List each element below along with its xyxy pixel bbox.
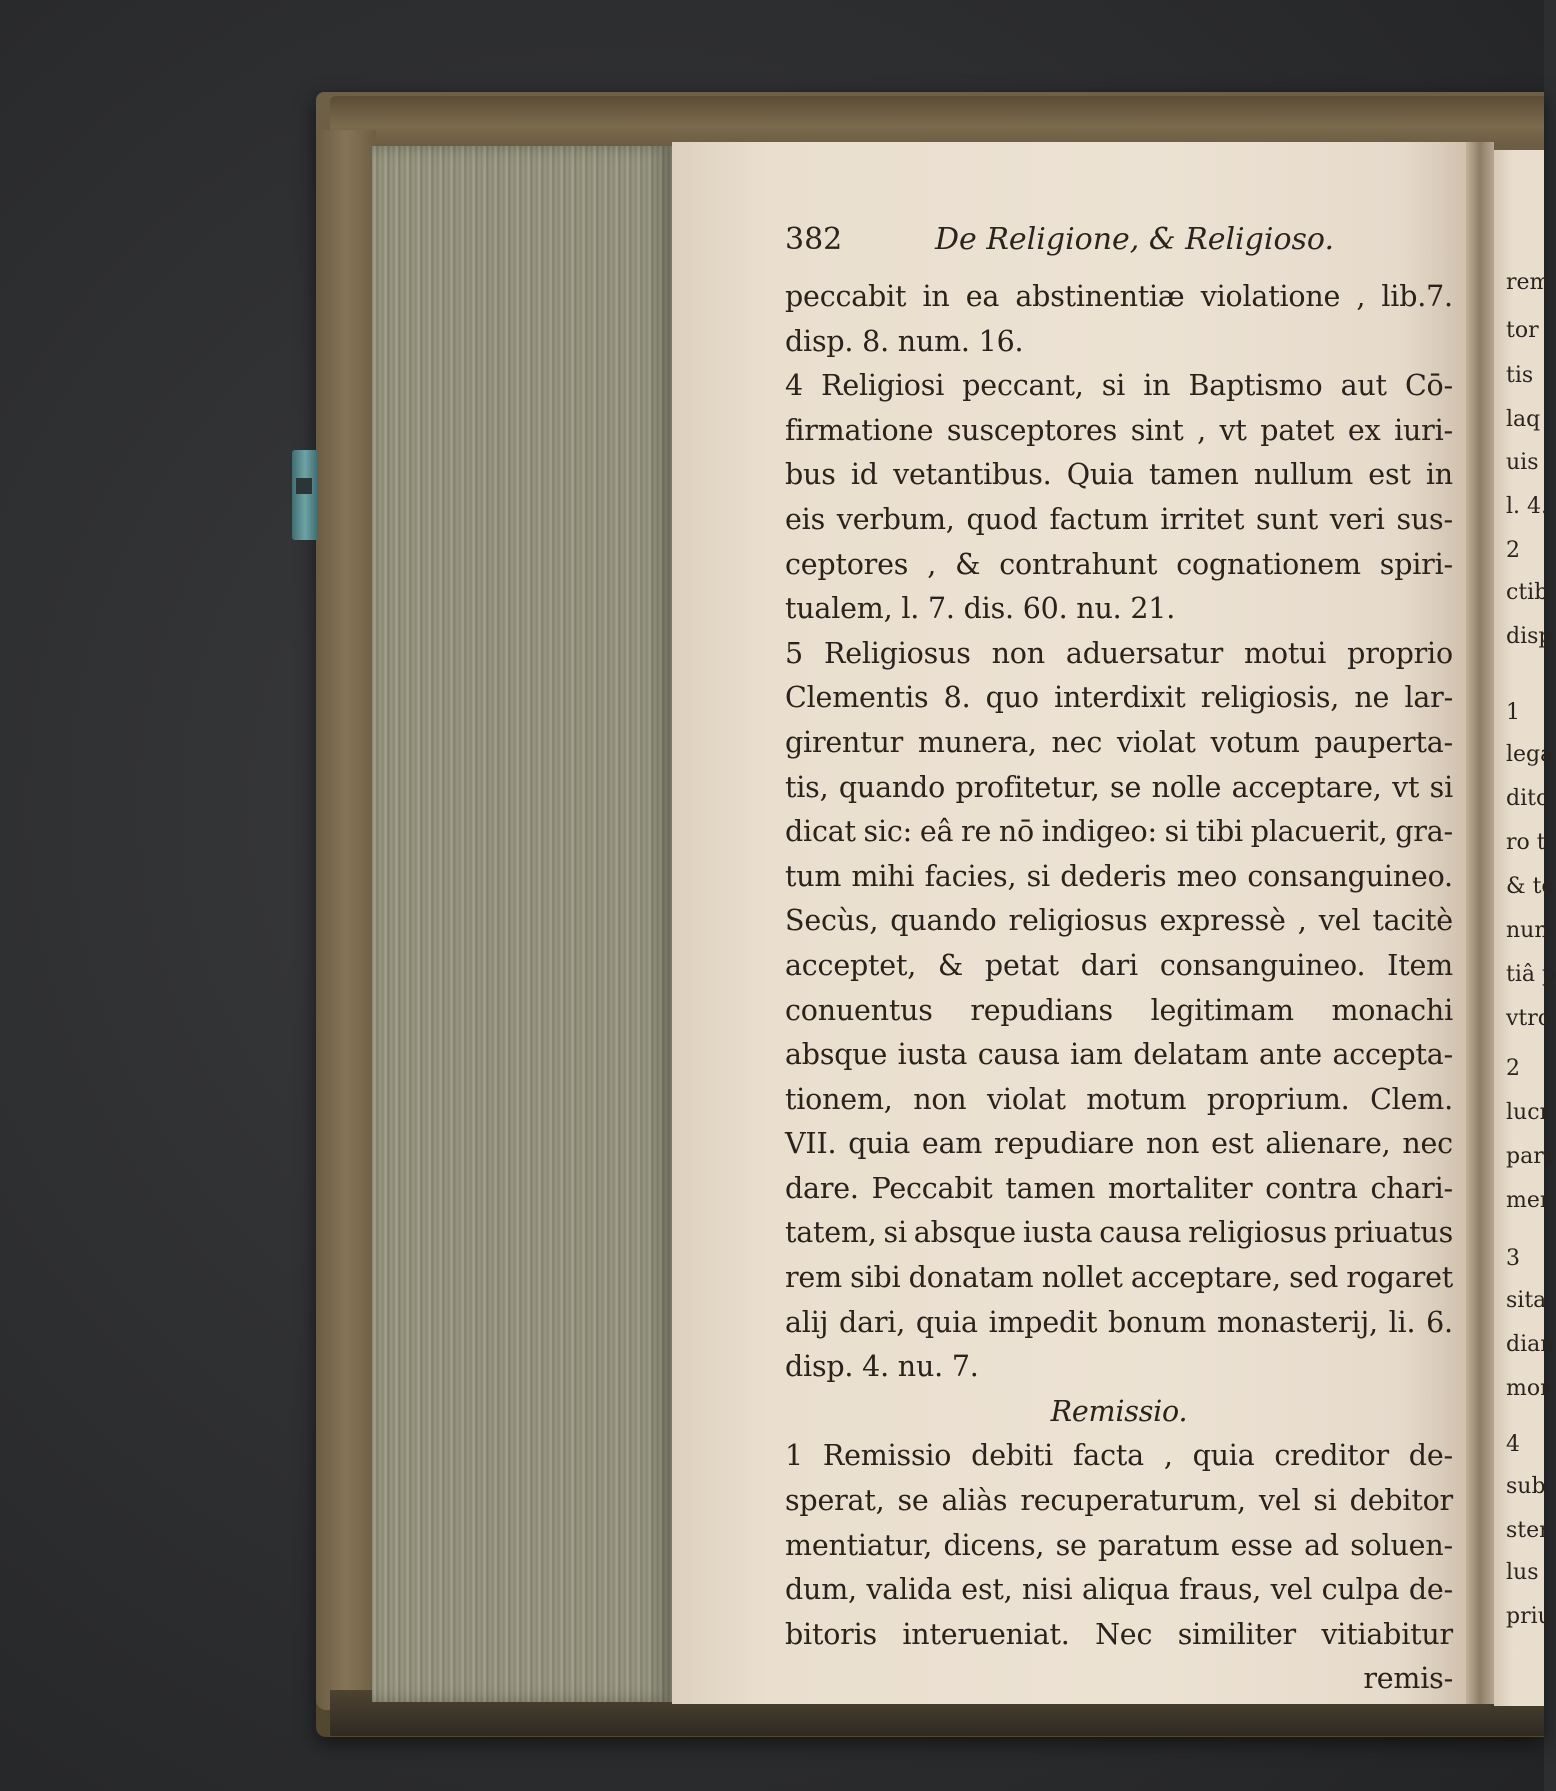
right-page-fragment: ster <box>1506 1518 1550 1543</box>
clasp-icon <box>292 450 318 540</box>
text-line: Secùs, quando religiosus expressè , vel tacitè <box>785 904 1453 938</box>
text-line: eis verbum, quod factum irritet sunt veri sus- <box>785 502 1453 536</box>
text-line: dare. Peccabit tamen mortaliter contra chari- <box>785 1171 1453 1205</box>
right-page-fragment: ro t <box>1506 830 1546 855</box>
right-page-fragment: lega <box>1506 742 1554 767</box>
text-line: 5 Religiosus non aduersatur motui proprio <box>785 636 1453 670</box>
right-page-fragment: mor <box>1506 1376 1551 1401</box>
right-page-fragment: tiâ p <box>1506 962 1556 987</box>
text-line: mentiatur, dicens, se paratum esse ad soluen- <box>785 1528 1453 1562</box>
text-line: ceptores , & contrahunt cognationem spiri- <box>785 547 1453 581</box>
right-page-fragment: 4 <box>1506 1432 1520 1457</box>
right-page-fragment: nun <box>1506 918 1549 943</box>
text-line: Clementis 8. quo interdixit religiosis, ne lar- <box>785 681 1453 715</box>
text-line: girentur munera, nec violat votum pauperta- <box>785 725 1453 759</box>
right-page-fragment: priu <box>1506 1604 1552 1629</box>
right-page-fragment: 2 <box>1506 538 1520 563</box>
right-page-fragment: dian <box>1506 1332 1555 1357</box>
right-page-fragment: mer <box>1506 1188 1551 1213</box>
text-line: dum, valida est, nisi aliqua fraus, vel culpa de- <box>785 1573 1453 1607</box>
text-line: absque iusta causa iam delatam ante accepta- <box>785 1038 1453 1072</box>
text-line: sperat, se aliàs recuperaturum, vel si debitor <box>785 1484 1453 1518</box>
text-line: tis, quando profitetur, se nolle acceptare, vt si <box>785 770 1453 804</box>
right-page-fragment: sub <box>1506 1474 1546 1499</box>
text-line: 1 Remissio debiti facta , quia creditor de- <box>785 1439 1453 1473</box>
running-head <box>785 222 1445 262</box>
text-line: remis- <box>1363 1662 1453 1696</box>
text-line: peccabit in ea abstinentiæ violatione , lib.7. <box>785 280 1453 313</box>
right-page-fragment: 3 <box>1506 1246 1520 1271</box>
text-line: 4 Religiosi peccant, si in Baptismo aut Cō- <box>785 369 1453 403</box>
right-page-fragment: l. 4. <box>1506 494 1549 519</box>
right-page-fragment: uis <box>1506 450 1539 475</box>
running-head-title: De Religione, & Religioso. <box>935 222 1334 257</box>
cover-spine-edge <box>316 130 376 1710</box>
text-line: Remissio. <box>1050 1394 1188 1428</box>
right-page-fragment: 1 <box>1506 700 1520 725</box>
right-page-fragment: sita <box>1506 1288 1547 1313</box>
text-line: conuentus repudians legitimam monachi <box>785 993 1453 1027</box>
right-page-fragment: part <box>1506 1144 1553 1169</box>
right-page-fragment: disp <box>1506 624 1553 649</box>
right-page-fragment: tis <box>1506 363 1534 388</box>
right-page-fragment: dito <box>1506 786 1550 811</box>
right-page-fragment: laq <box>1506 407 1541 432</box>
text-line: bus id vetantibus. Quia tamen nullum est in <box>785 458 1453 492</box>
cover-top-edge <box>330 96 1544 146</box>
text-line: acceptet, & petat dari consanguineo. Item <box>785 948 1453 982</box>
text-line: tualem, l. 7. dis. 60. nu. 21. <box>785 592 1176 626</box>
right-page-fragment: lucr <box>1506 1100 1551 1125</box>
text-line: alij dari, quia impedit bonum monasterij, li. 6. <box>785 1305 1453 1339</box>
right-page-fragment: vtro <box>1506 1006 1552 1031</box>
book-gutter <box>1466 142 1494 1704</box>
text-line: bitoris interueniat. Nec similiter vitiabitur <box>785 1617 1453 1651</box>
text-line: tum mihi facies, si dederis meo consanguineo. <box>785 859 1453 893</box>
text-line: firmatione susceptores sint , vt patet ex iuri- <box>785 413 1453 447</box>
text-line: dicat sic: eâ re nō indigeo: si tibi placuerit, gra- <box>785 815 1453 849</box>
page-edges <box>372 146 672 1702</box>
right-page-fragment: & te <box>1506 874 1555 899</box>
right-page-fragment: ctib <box>1506 580 1549 605</box>
page-number: 382 <box>785 222 843 257</box>
right-page-fragment: rem <box>1506 270 1551 295</box>
text-line: VII. quia eam repudiare non est alienare, nec <box>785 1127 1453 1161</box>
clasp-notch <box>296 478 312 494</box>
left-page-text <box>785 275 1453 1702</box>
right-page-fragment: lus <box>1506 1560 1539 1585</box>
text-line: tatem, si absque iusta causa religiosus priuatus <box>785 1216 1453 1250</box>
right-page-fragment: tor <box>1506 318 1539 343</box>
text-line: tionem, non violat motum proprium. Clem. <box>785 1082 1453 1116</box>
right-page-fragment: 2 <box>1506 1056 1520 1081</box>
text-line: disp. 8. num. 16. <box>785 324 1024 358</box>
text-line: disp. 4. nu. 7. <box>785 1350 979 1384</box>
text-line: rem sibi donatam nollet acceptare, sed rogaret <box>785 1261 1453 1295</box>
